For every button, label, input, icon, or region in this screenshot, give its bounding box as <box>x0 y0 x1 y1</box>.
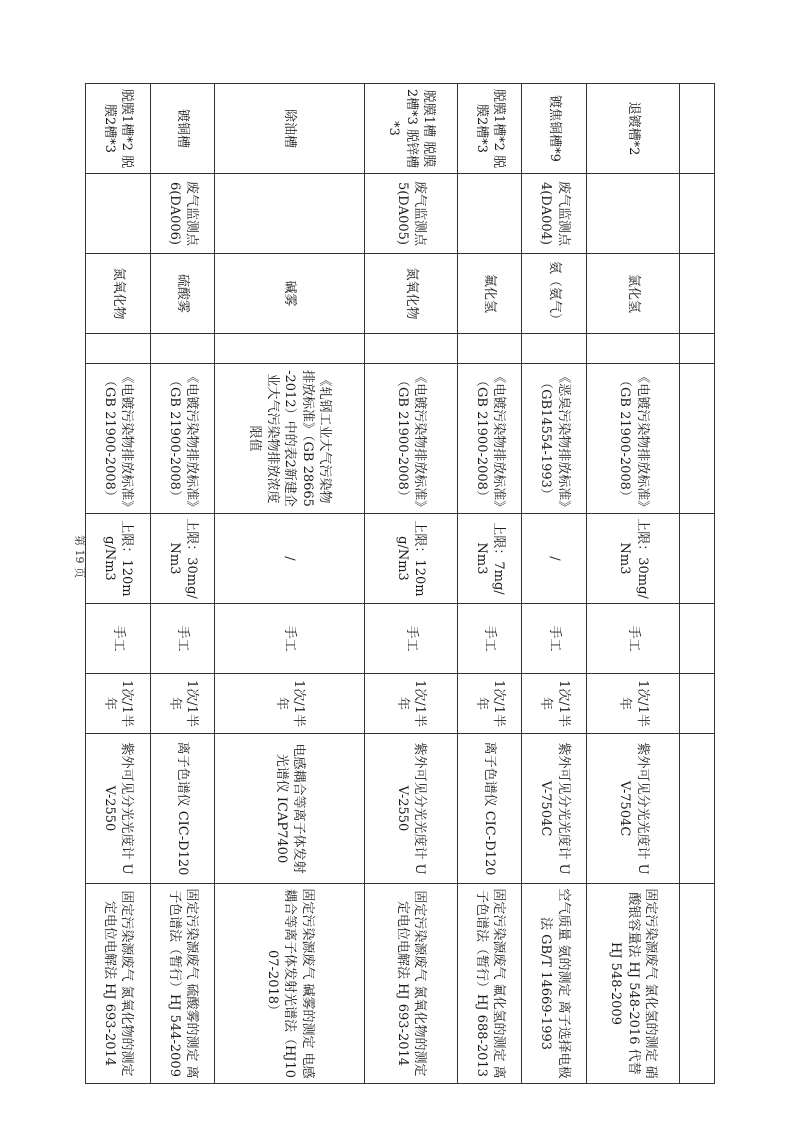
cell-empty <box>150 334 215 364</box>
cell-empty <box>215 334 365 364</box>
cell-mode: 手工 <box>215 604 365 674</box>
table-row <box>150 84 215 1084</box>
cell-method: 固定污染源废气 氮氧化物的测定 定电位电解法 HJ 693-2014 <box>364 884 457 1084</box>
cell-process: 退镀槽*2 <box>587 84 680 174</box>
cell-instrument: 离子色谱仪 CIC-D120 <box>150 734 215 884</box>
cell-pollutant: 碱雾 <box>215 254 365 334</box>
cell-empty <box>680 254 715 334</box>
cell-freq: 1次/1半年 <box>522 674 587 734</box>
cell-limit: 上限：30mg/Nm3 <box>587 514 680 604</box>
cell-empty <box>364 334 457 364</box>
cell-freq: 1次/1半年 <box>364 674 457 734</box>
cell-method: 固定污染源废气 氮氧化物的测定 定电位电解法 HJ 693-2014 <box>86 884 151 1084</box>
cell-method: 固定污染源废气 硫酸雾的测定 离子色谱法（暂行）HJ 544-2009 <box>150 884 215 1084</box>
cell-point <box>457 174 522 254</box>
cell-mode: 手工 <box>522 604 587 674</box>
cell-instrument: 紫外可见分光光度计 UV-7504C <box>522 734 587 884</box>
cell-standard: 《恶臭污染物排放标准》（GB14554-1993） <box>522 364 587 514</box>
cell-limit: 上限：120mg/Nm3 <box>86 514 151 604</box>
cell-empty <box>457 334 522 364</box>
cell-pollutant: 氯化氢 <box>587 254 680 334</box>
table-row <box>364 84 457 1084</box>
cell-method: 空气质量 氨的测定 离子选择电极法 GB/T 14669-1993 <box>522 884 587 1084</box>
cell-freq: 1次/1半年 <box>150 674 215 734</box>
cell-freq: 1次/1半年 <box>215 674 365 734</box>
cell-standard: 《电镀污染物排放标准》（GB 21900-2008） <box>150 364 215 514</box>
cell-process: 脱膜1槽*2 脱膜2槽*3 <box>86 84 151 174</box>
cell-limit: / <box>522 514 587 604</box>
cell-method: 固定污染源废气 碱雾的测定 电感耦合等离子体发射光谱法（HJ1007-2018） <box>215 884 365 1084</box>
cell-empty <box>680 84 715 174</box>
cell-process: 脱膜1槽 脱膜2槽*3 脱锌槽*3 <box>364 84 457 174</box>
cell-freq: 1次/1半年 <box>587 674 680 734</box>
cell-limit: 上限：120mg/Nm3 <box>364 514 457 604</box>
cell-empty <box>680 604 715 674</box>
cell-pollutant: 硫酸雾 <box>150 254 215 334</box>
cell-empty <box>587 334 680 364</box>
cell-limit: / <box>215 514 365 604</box>
cell-point: 废气监测点 4(DA004) <box>522 174 587 254</box>
cell-freq: 1次/1半年 <box>86 674 151 734</box>
cell-process: 除油槽 <box>215 84 365 174</box>
cell-instrument: 紫外可见分光光度计 UV-7504C <box>587 734 680 884</box>
cell-empty <box>680 334 715 364</box>
cell-standard: 《电镀污染物排放标准》（GB 21900-2008） <box>587 364 680 514</box>
cell-mode: 手工 <box>587 604 680 674</box>
cell-point: 废气监测点 6(DA006) <box>150 174 215 254</box>
cell-point <box>587 174 680 254</box>
table-row <box>457 84 522 1084</box>
table-row <box>215 84 365 1084</box>
cell-limit: 上限：7mg/Nm3 <box>457 514 522 604</box>
cell-method: 固定污染源废气 氯化氢的测定 硝酸银容量法 HJ 548-2016 代替 HJ 548-2009 <box>587 884 680 1084</box>
page-footer <box>58 535 88 625</box>
cell-method: 固定污染源废气 氟化氢的测定 离子色谱法（暂行）HJ 688-2013 <box>457 884 522 1084</box>
cell-empty <box>522 334 587 364</box>
cell-mode: 手工 <box>86 604 151 674</box>
cell-process: 脱膜1槽*2 脱膜2槽*3 <box>457 84 522 174</box>
cell-pollutant: 氮氧化物 <box>364 254 457 334</box>
monitoring-table <box>85 83 715 1084</box>
cell-freq: 1次/1半年 <box>457 674 522 734</box>
cell-standard: 《轧钢工业大气污染物排放标准》（GB 28665-2012）中的表2新建企业大气污染物排放浓度限值 <box>215 364 365 514</box>
rotated-table-wrapper <box>85 83 715 1083</box>
cell-empty <box>680 884 715 1084</box>
cell-instrument: 紫外可见分光光度计 UV-2550 <box>364 734 457 884</box>
cell-empty <box>680 674 715 734</box>
cell-empty <box>680 514 715 604</box>
cell-mode: 手工 <box>150 604 215 674</box>
cell-process: 镀焦铜槽*9 <box>522 84 587 174</box>
cell-mode: 手工 <box>364 604 457 674</box>
table-row <box>86 84 151 1084</box>
cell-instrument: 电感耦合等离子体发射光谱仪 ICAP7400 <box>215 734 365 884</box>
cell-empty <box>680 174 715 254</box>
cell-standard: 《电镀污染物排放标准》（GB 21900-2008） <box>364 364 457 514</box>
cell-pollutant: 氨（氨气） <box>522 254 587 334</box>
cell-standard: 《电镀污染物排放标准》（GB 21900-2008） <box>86 364 151 514</box>
table-row <box>522 84 587 1084</box>
page-number: 第 19 页 <box>73 535 86 578</box>
cell-limit: 上限：30mg/Nm3 <box>150 514 215 604</box>
cell-instrument: 紫外可见分光光度计 UV-2550 <box>86 734 151 884</box>
cell-process: 镀铜槽 <box>150 84 215 174</box>
blank-row <box>680 84 715 1084</box>
cell-empty <box>680 364 715 514</box>
cell-point: 废气监测点 5(DA005) <box>364 174 457 254</box>
cell-point <box>215 174 365 254</box>
table-row <box>587 84 680 1084</box>
cell-empty <box>680 734 715 884</box>
cell-point <box>86 174 151 254</box>
cell-mode: 手工 <box>457 604 522 674</box>
cell-instrument: 离子色谱仪 CIC-D120 <box>457 734 522 884</box>
cell-empty <box>86 334 151 364</box>
cell-pollutant: 氟化氢 <box>457 254 522 334</box>
cell-standard: 《电镀污染物排放标准》（GB 21900-2008） <box>457 364 522 514</box>
cell-pollutant: 氮氧化物 <box>86 254 151 334</box>
